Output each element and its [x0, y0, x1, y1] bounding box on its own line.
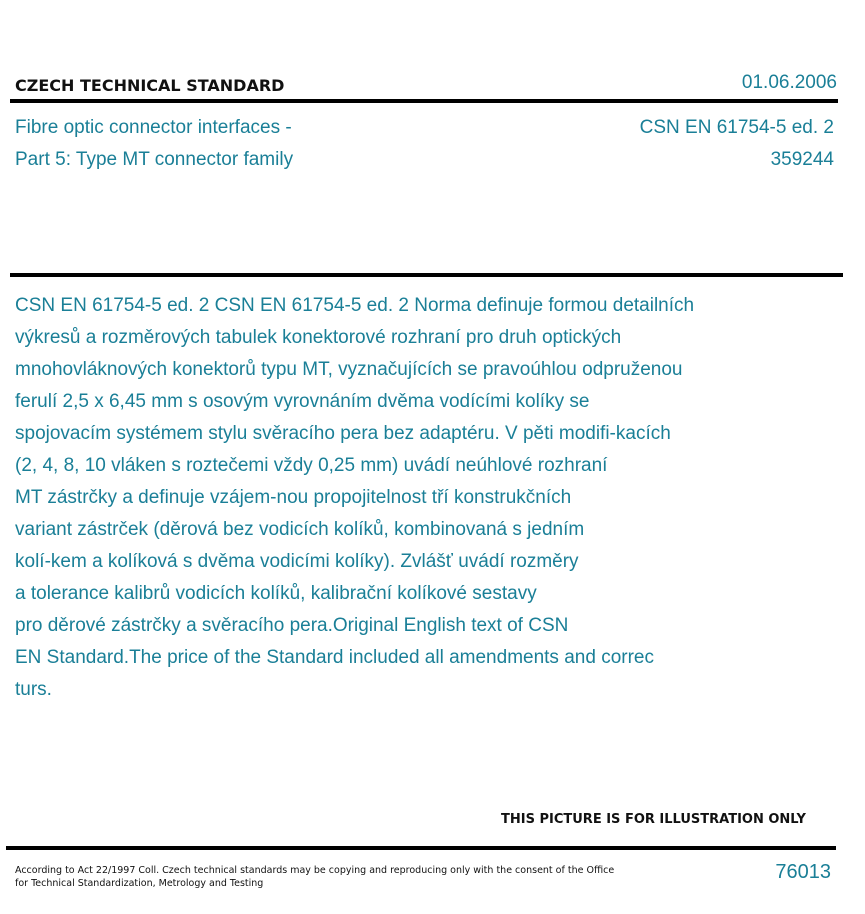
publication-date: 01.06.2006 — [741, 72, 837, 93]
footer-code: 76013 — [775, 861, 831, 883]
standard-code: CSN EN 61754-5 ed. 2 — [639, 117, 834, 138]
header-title: CZECH TECHNICAL STANDARD — [15, 76, 285, 95]
footer-rule — [6, 846, 836, 850]
catalog-number: 359244 — [770, 149, 834, 170]
section-rule — [10, 273, 843, 277]
header-rule — [10, 99, 838, 103]
standard-description: CSN EN 61754-5 ed. 2 CSN EN 61754-5 ed. 2 Norma definuje formou detailních výkresů a rozměrových tabulek konektorové rozhraní pro druh optických mnohovláknových konektorů typu MT, vyznačujících se pravoúhlou odpruženou ferulí 2,5 x 6,45 mm s osovým vyrovnáním dvěma vodícími kolíky se spojovacím systémem stylu svěracího pera bez adaptéru. V pěti modifi-kacích (2, 4, 8, 10 vláken s roztečemi vždy 0,25 mm) uvádí neúhlové rozhraní MT zástrčky a definuje vzájem-nou propojitelnost tří konstrukčních variant zástrček (děrová bez vodicích kolíků, kombinovaná s jedním kolí-kem a kolíková s dvěma vodicími kolíky). Zvlášť uvádí rozměry a tolerance kalibrů vodicích kolíků, kalibrační kolíkové sestavy pro děrové zástrčky a svěracího pera.Original English text of CSN EN Standard.The price of the Standard included all amendments and correc turs. — [15, 295, 695, 700]
legal-note: According to Act 22/1997 Coll. Czech technical standards may be copying and reproducing only with the consent of the Office for Technical Standardization, Metrology and Testing — [15, 865, 615, 889]
document-title-line2: Part 5: Type MT connector family — [15, 149, 294, 170]
illustration-note: THIS PICTURE IS FOR ILLUSTRATION ONLY — [501, 812, 806, 827]
document-title-line1: Fibre optic connector interfaces - — [15, 117, 292, 138]
